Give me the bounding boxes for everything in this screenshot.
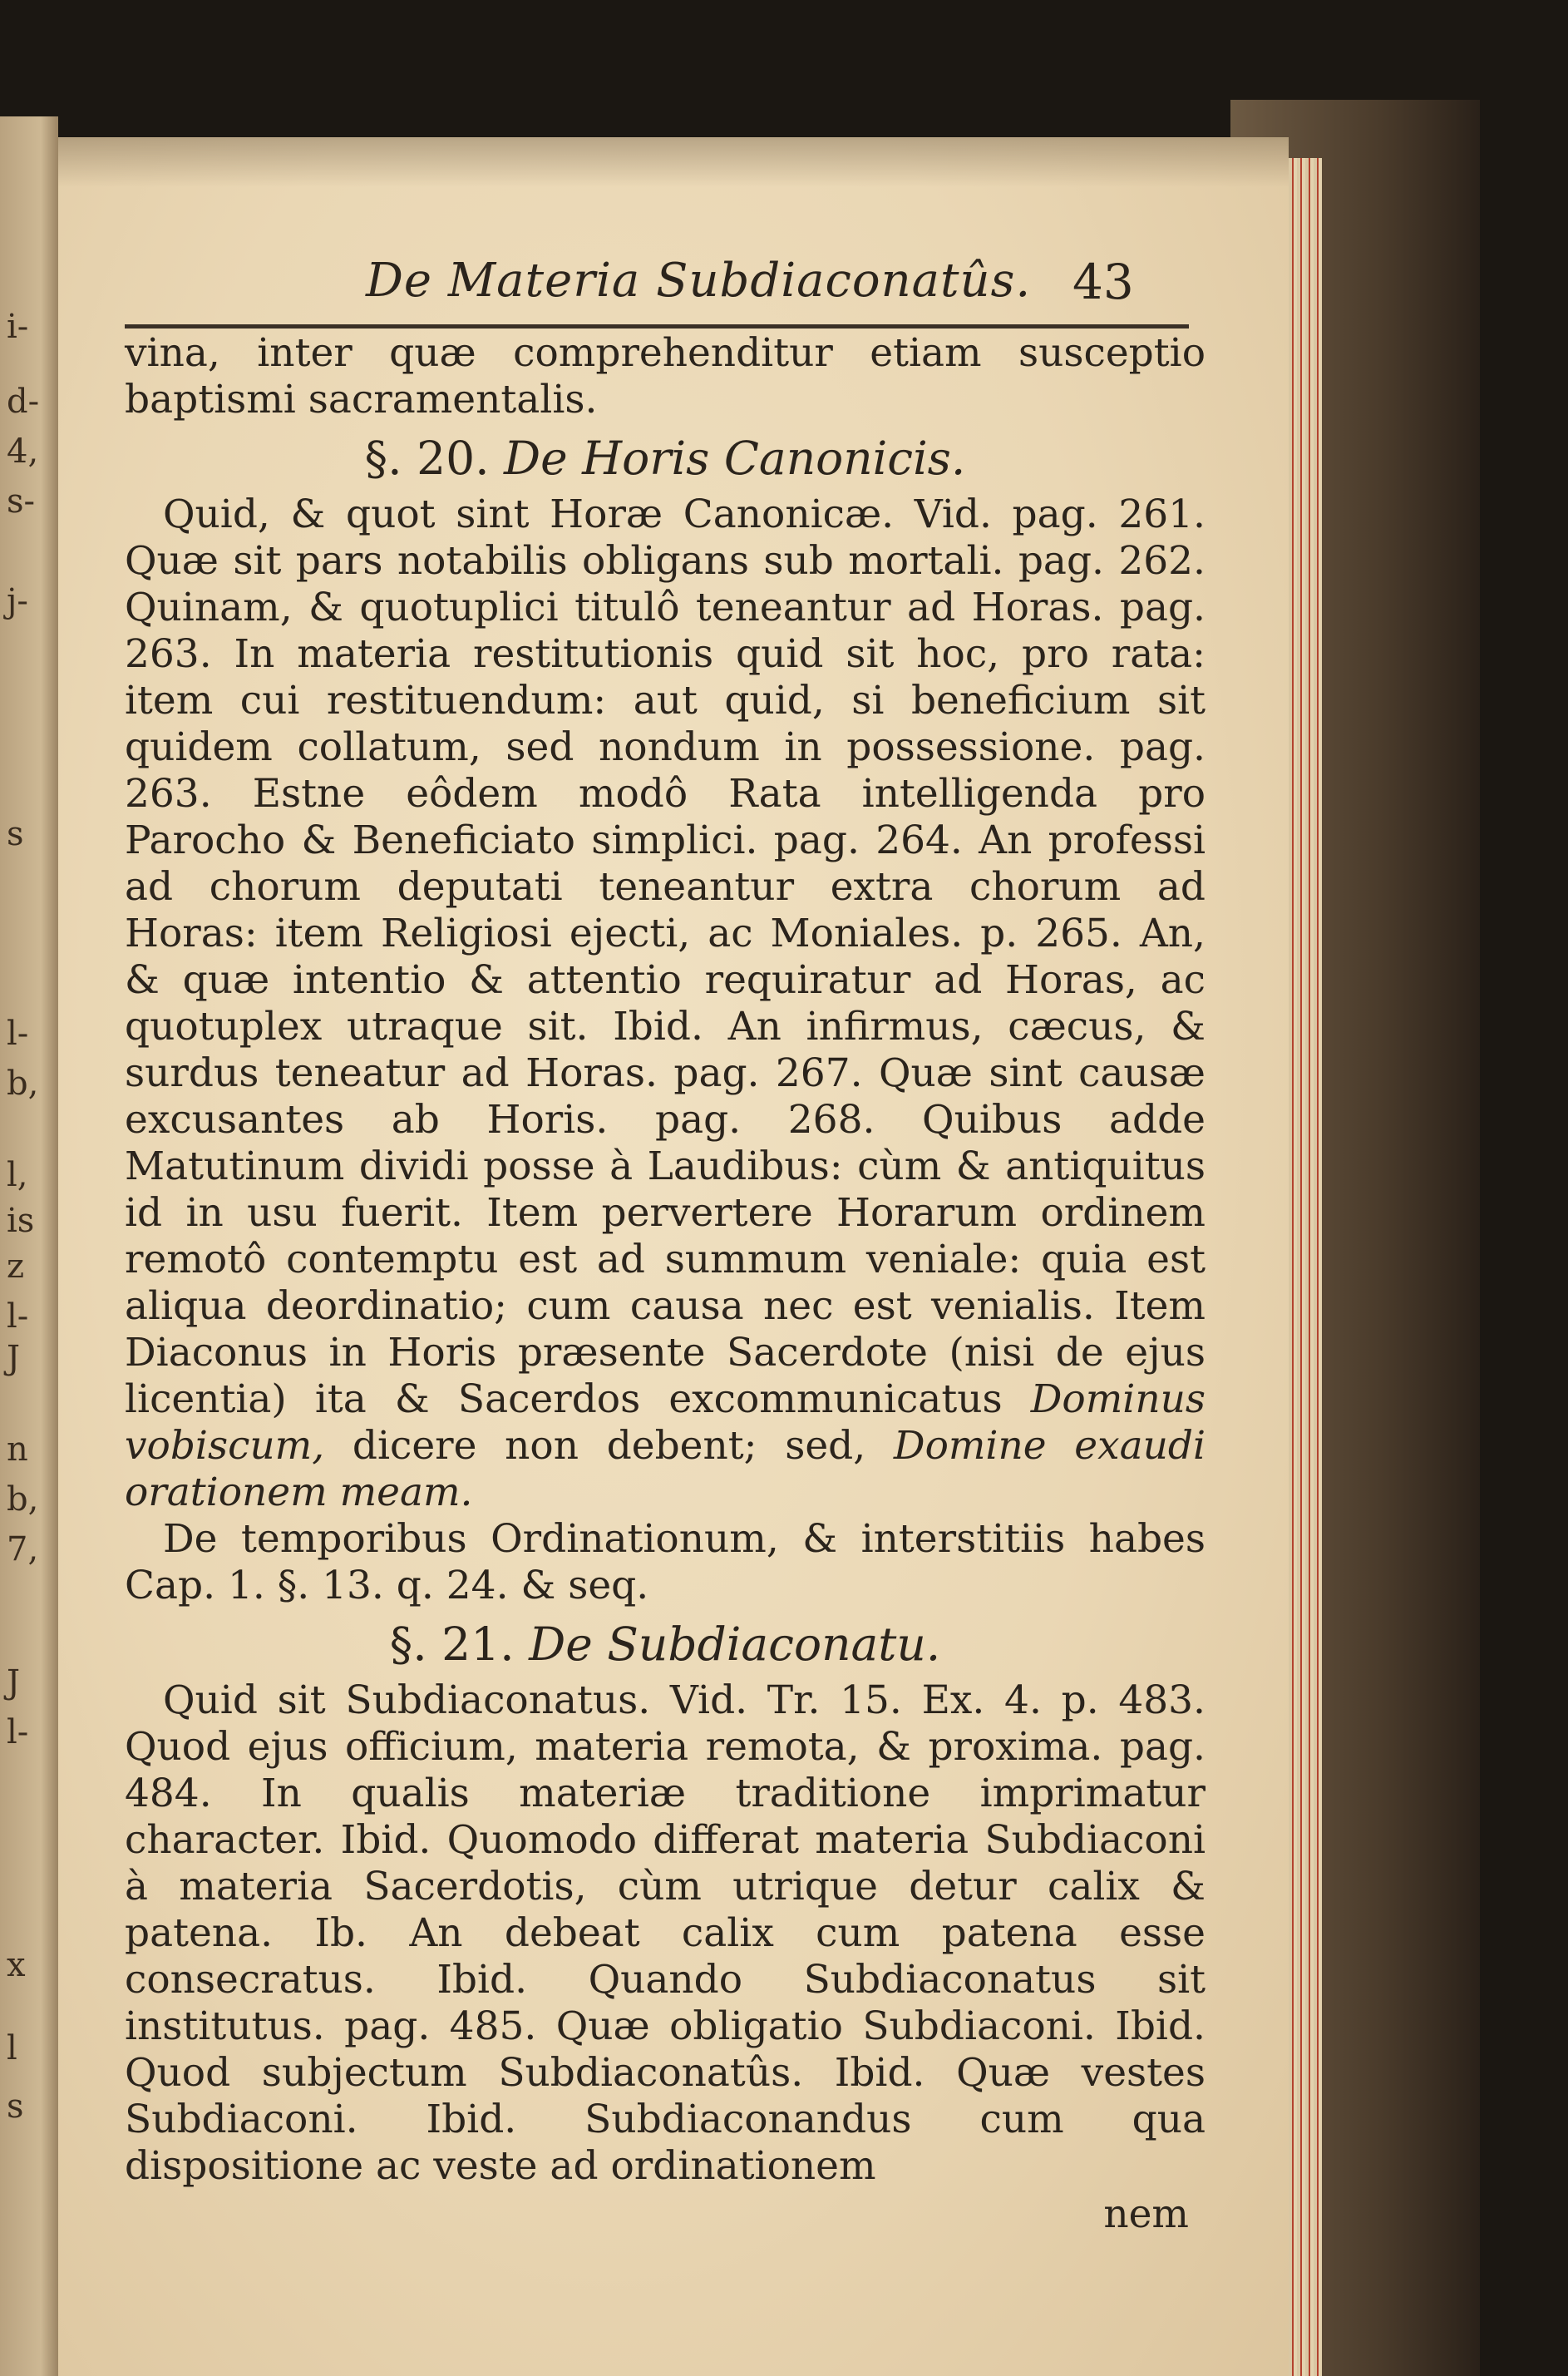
- margin-fragment: s: [7, 815, 24, 853]
- margin-fragment: 7,: [7, 1530, 39, 1568]
- margin-fragment: x: [7, 1946, 26, 1984]
- margin-fragment: z: [7, 1247, 25, 1286]
- margin-fragment: J: [7, 1339, 21, 1377]
- paragraph-horae: [125, 492, 1206, 1516]
- margin-fragment: s-: [7, 482, 36, 521]
- section-title: De Horis Canonicis.: [504, 432, 966, 485]
- margin-fragment: d-: [7, 383, 40, 421]
- running-head: [366, 254, 1197, 328]
- paragraph-continuation: vina, inter quæ comprehenditur etiam susceptio baptismi sacramentalis.: [125, 330, 1206, 422]
- margin-fragment: j-: [7, 582, 28, 620]
- margin-fragment: l: [7, 2029, 17, 2067]
- margin-fragment: is: [7, 1202, 35, 1240]
- catchword: nem: [1103, 2191, 1189, 2237]
- paragraph-subdiaconatus: Quid sit Subdiaconatus. Vid. Tr. 15. Ex. 4. p. 483. Quod ejus officium, materia remota, & proxima. pag. 484. In qualis materiæ traditione imprimatur character. Ibid. Quomodo differat materia Subdiaconi à materia Sacerdotis, cùm utrique detur calix & patena. Ib. An debeat calix cum patena esse consecratus. Ibid. Quando Subdiaconatus sit institutus. pag. 485. Quæ obligatio Subdiaconi. Ibid. Quod subjectum Subdiaconatûs. Ibid. Quæ vestes Subdiaconi. Ibid. Subdiaconandus cum qua dispositione ac veste ad ordinationem: [125, 1677, 1206, 2189]
- margin-fragment: i-: [7, 308, 29, 346]
- margin-fragment: b,: [7, 1065, 39, 1103]
- section-number: §. 20.: [364, 432, 490, 485]
- margin-fragment: n: [7, 1430, 28, 1469]
- italic-phrase: Dominus vobiscum,: [125, 1376, 1206, 1469]
- paragraph-text: dicere non debent; sed,: [352, 1423, 866, 1469]
- margin-fragment: s: [7, 2087, 24, 2126]
- running-title: De Materia Subdiaconatûs.: [366, 254, 1032, 308]
- section-number: §. 21.: [389, 1618, 515, 1671]
- margin-fragment: J: [7, 1663, 21, 1702]
- paragraph-text: Quid, & quot sint Horæ Canonicæ. Vid. pag. 261. Quæ sit pars notabilis obligans sub mortali. pag. 262. Quinam, & quotuplici titulô teneantur ad Horas. pag. 263. In materia restitutionis quid sit hoc, pro rata: item cui restituendum: aut quid, si beneficium sit quidem collatum, sed nondum in possessione. pag. 263. Estne eôdem modô Rata intelligenda pro Parocho & Beneficiato simplici. pag. 264. An professi ad chorum deputati teneantur extra chorum ad Horas: item Religiosi ejecti, ac Moniales. p. 265. An, & quæ intentio & attentio requiratur ad Horas, ac quotuplex utraque sit. Ibid. An infirmus, cæcus, & surdus teneatur ad Horas. pag. 267. Quæ sint causæ excusantes ab Horis. pag. 268. Quibus adde Matutinum dividi posse à Laudibus: cùm & antiquitus id in usu fuerit. Item pervertere Horarum ordinem remotô contemptu est ad summum veniale: quia est aliqua deordinatio; cum causa nec est venialis. Item Diaconus in Horis præsente Sacerdote (nisi de ejus licentia) ita & Sacerdos excommunicatus: [125, 492, 1206, 1422]
- section-heading-20: [125, 432, 1206, 485]
- margin-fragment: l-: [7, 1015, 29, 1053]
- italic-phrase: Domine exaudi orationem meam.: [125, 1423, 1206, 1515]
- margin-fragment: 4,: [7, 432, 39, 471]
- page-number: 43: [1072, 254, 1134, 310]
- body-text: [125, 330, 1206, 2238]
- adjacent-page-edge: [0, 116, 58, 2376]
- book-page: [58, 137, 1289, 2376]
- margin-fragment: b,: [7, 1480, 39, 1519]
- section-heading-21: [125, 1618, 1206, 1671]
- margin-fragment: l,: [7, 1156, 28, 1194]
- margin-fragment: l-: [7, 1297, 29, 1336]
- section-title: De Subdiaconatu.: [529, 1618, 941, 1671]
- paragraph-ordinationes: De temporibus Ordinationum, & interstitiis habes Cap. 1. §. 13. q. 24. & seq.: [125, 1516, 1206, 1608]
- header-rule: [125, 324, 1189, 328]
- margin-fragment: l-: [7, 1713, 29, 1751]
- page-shadow: [58, 137, 1289, 187]
